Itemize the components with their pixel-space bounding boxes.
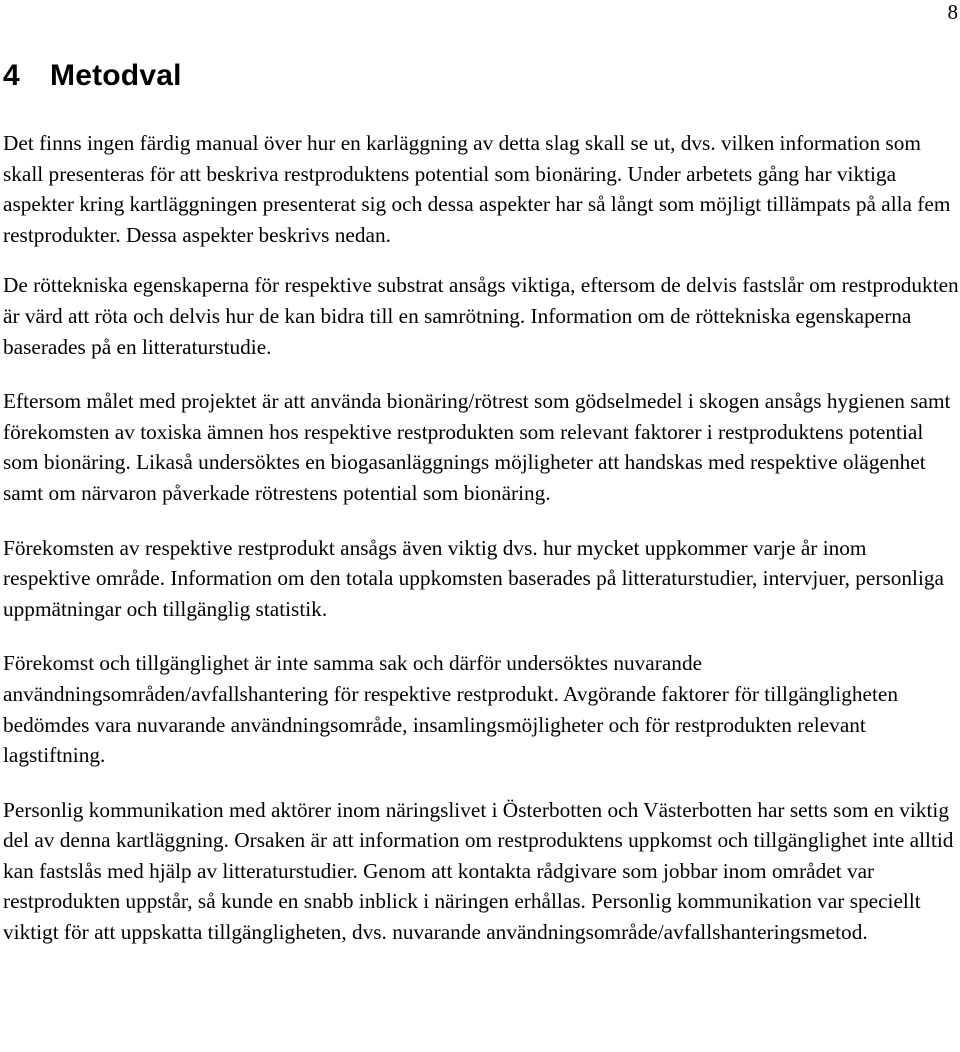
paragraph-forekomst: Förekomsten av respektive restprodukt ansågs även viktig dvs. hur mycket uppkommer varje år inom respektive område. Information om den totala uppkomsten baserades på litteraturstudier, intervjuer, personliga uppmätningar och tillgänglig statistik. — [3, 535, 944, 621]
paragraph-tillganglighet: Förekomst och tillgänglighet är inte samma sak och därför undersöktes nuvarande användningsområden/avfallshantering för respektive restprodukt. Avgörande faktorer för tillgängligheten bedömdes vara nuvarande användningsområde, insamlingsmöjligheter och för restprodukten relevant lagstiftning. — [3, 651, 898, 768]
body-text — [3, 128, 959, 972]
section-heading — [3, 58, 182, 94]
paragraph-intro: Det finns ingen färdig manual över hur en karläggning av detta slag skall se ut, dvs. vilken information som skall presenteras för att beskriva restproduktens potential som bionäring. Under arbetets gång har viktiga aspekter kring kartläggningen presenterat sig och dessa aspekter har så långt som möjligt tillämpats på alla fem restprodukter. Dessa aspekter beskrivs nedan. — [3, 131, 951, 247]
paragraph-hygien: Eftersom målet med projektet är att använda bionäring/rötrest som gödselmedel i skogen ansågs hygienen samt förekomsten av toxiska ämnen hos respektive restprodukten som relevant faktorer i restproduktens potential som bionäring. Likaså undersöktes en biogasanläggnings möjligheter att handskas med respektive olägenhet samt om närvaron påverkade rötrestens potential som bionäring. — [3, 389, 951, 505]
section-title: Metodval — [50, 59, 182, 92]
section-number: 4 — [3, 59, 20, 92]
paragraph-personlig-kommunikation: Personlig kommunikation med aktörer inom näringslivet i Österbotten och Västerbotten har setts som en viktig del av denna kartläggning. Orsaken är att information om restproduktens uppkomst och tillgänglighet inte alltid kan fastslås med hjälp av litteraturstudier. Genom att kontakta rådgivare som jobbar inom området var restprodukten uppstår, så kunde en snabb inblick i näringen erhållas. Personlig kommunikation var speciellt viktigt för att uppskatta tillgängligheten, dvs. nuvarande användningsområde/avfallshanteringsmetod. — [3, 797, 954, 945]
page-number: 8 — [947, 0, 958, 24]
paragraph-rottekniska: De röttekniska egenskaperna för respektive substrat ansågs viktiga, eftersom de delvis fastslår om restprodukten är värd att röta och delvis hur de kan bidra till en samrötning. Information om de röttekniska egenskaperna baserades på en litteraturstudie. — [3, 273, 959, 359]
